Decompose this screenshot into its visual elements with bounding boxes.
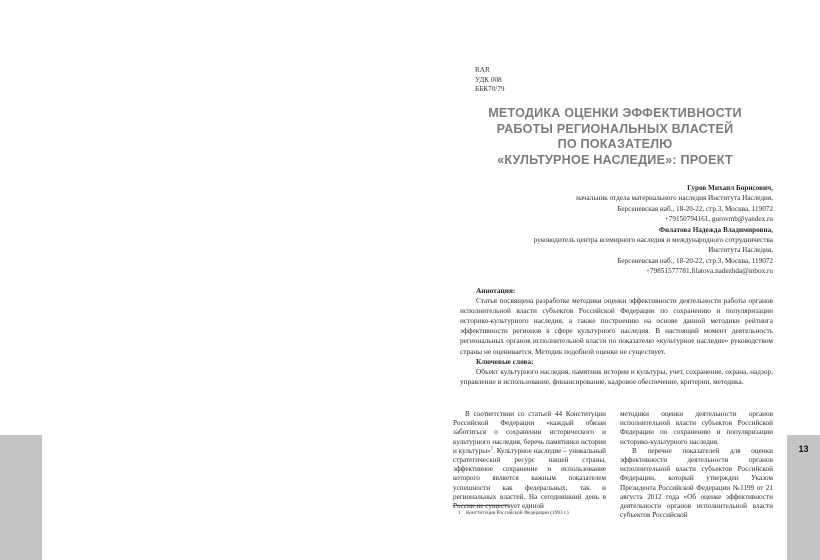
abstract-section: [460, 286, 773, 387]
body-column-right: [620, 410, 773, 520]
author-contact: +79851577781,filatova.nadezhda@inbox.ru: [645, 267, 773, 276]
title-line: «КУЛЬТУРНОЕ НАСЛЕДИЕ»: ПРОЕКТ: [497, 152, 733, 167]
body-paragraph: В перечне показателей для оценки эффективности деятельности органов исполнительной власти субъектов Российской Федерации, который утвержден Указом Президента Российской Федерации №1199 от 21 августа 2012 года «Об оценке эффективности деятельности органов исполнительной власти субъектов Российской: [620, 446, 773, 520]
abstract-heading: Аннотация:: [476, 286, 516, 295]
author-organization: Института Наследия,: [708, 246, 773, 255]
title-line: МЕТОДИКА ОЦЕНКИ ЭФФЕКТИВНОСТИ: [488, 106, 742, 120]
author-address: Берсеневская наб., 18-20-22, стр.3, Москва, 119072: [617, 256, 773, 265]
footnote-divider: [453, 505, 508, 506]
left-margin-band: [0, 435, 42, 560]
body-text: В соответствии со статьей 44 Конституции Российской Федерации «каждый обязан заботиться о сохранении исторического и культурного наследия, беречь памятники истории и культуры»: [453, 410, 606, 455]
body-column-left: [453, 410, 606, 511]
classification-codes: [475, 66, 504, 95]
footnote: [458, 510, 569, 516]
author-position: руководитель центра всемирного наследия и международного сотрудничества: [533, 236, 773, 245]
keywords-text: Объект культурного наследия, памятник истории и культуры, учет, сохранение, охрана, надзор, управление и использование, финансирование, кадровое обеспечение, критерии, методика.: [460, 366, 773, 386]
footnote-ref: 1: [490, 446, 494, 452]
footnote-number: 1: [458, 510, 461, 516]
body-paragraph: [453, 410, 606, 511]
page-number: 13: [798, 444, 809, 454]
abstract-text: Статья посвящена разработке методики оценки эффективности деятельности работы органов исполнительной власти субъектов Российской Федерации по сохранению и популяризации историко-культурного наследия, а также построению на основе данной методики рейтинга эффективности регионов в сфере культурного наследия. В настоящий момент деятельность региональных органов исполнительной власти по показателю «культурное наследие» руководством страны не оценивается. Методик подобной оценки не существует.: [460, 296, 773, 356]
title-line: ПО ПОКАЗАТЕЛЮ: [557, 137, 673, 151]
author-address: Берсеневская наб., 18-20-22, стр.3, Москва, 119072: [617, 204, 773, 213]
footnote-text: Конституция Российской Федерации (1993 г.): [465, 510, 569, 516]
author-name: Гуров Михаил Борисович,: [687, 184, 773, 192]
author-position: начальник отдела материального наследия Института Наследия,: [576, 194, 773, 203]
code-rar: RAR: [475, 66, 490, 74]
article-title: [460, 106, 770, 168]
keywords-heading: Ключевые слова:: [476, 356, 534, 366]
body-paragraph: методики оценки деятельности органов исполнительной власти субъектов Российской Федерации по сохранению и популяризации историко-культурного наследия.: [620, 410, 773, 446]
author-name: Филатова Надежда Владимировна,: [658, 225, 773, 234]
title-line: РАБОТЫ РЕГИОНАЛЬНЫХ ВЛАСТЕЙ: [496, 121, 734, 136]
author-contact: +79150794161, gurovmb@yandex.ru: [664, 215, 773, 224]
body-text: . Культурное наследие – уникальный стратегический ресурс нашей страны, эффективное сохранение и использование которого является важным показателем успешности как федеральных, так и региональных властей. На сегодняшний день в России не существует единой: [453, 446, 607, 511]
code-bbk: ББК70/79: [475, 85, 505, 93]
code-udk: УДК 008: [475, 75, 502, 84]
author-block: [455, 183, 773, 277]
